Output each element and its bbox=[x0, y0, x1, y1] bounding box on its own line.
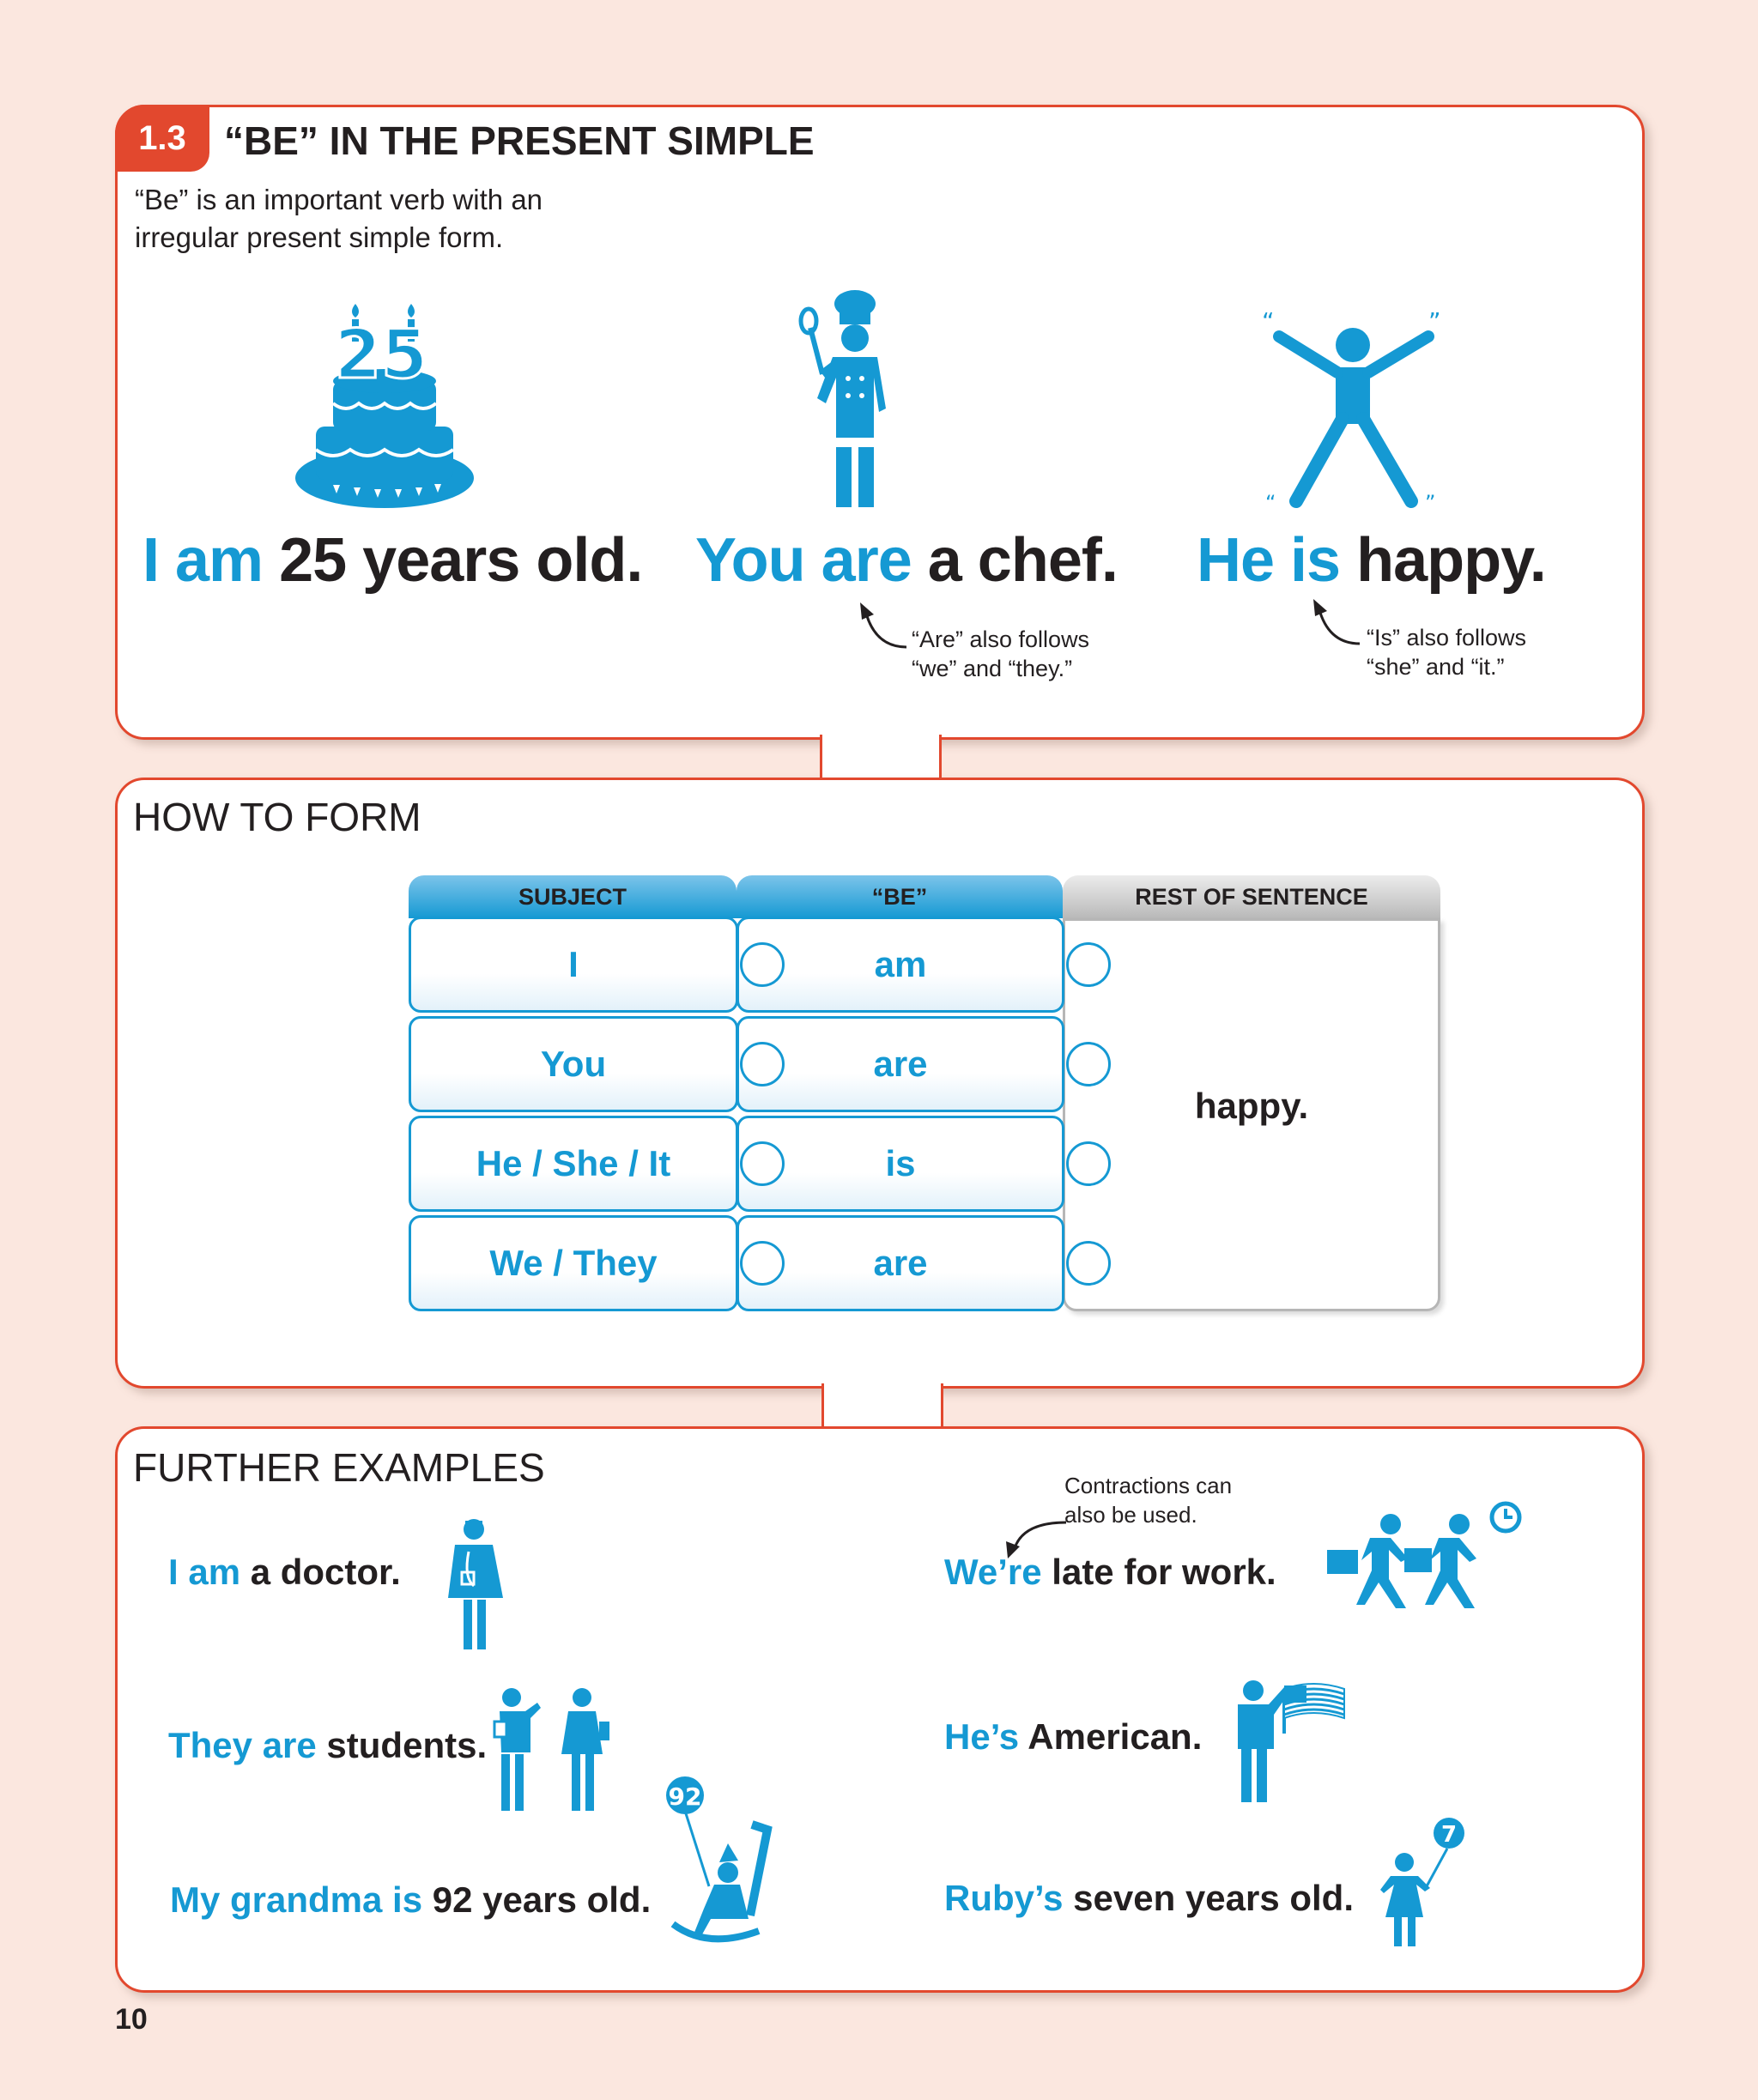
example-ruby-verb: Ruby’s bbox=[944, 1878, 1064, 1918]
arrow-are-note bbox=[855, 601, 910, 651]
arrow-is-note bbox=[1308, 597, 1363, 647]
example-students-rest: students. bbox=[316, 1725, 488, 1765]
example-late-rest: late for work. bbox=[1041, 1552, 1276, 1592]
grandma-rocking-chair-icon bbox=[666, 1773, 778, 1953]
example-ruby bbox=[944, 1878, 1354, 1919]
connector-1 bbox=[820, 735, 942, 778]
students-icon bbox=[493, 1687, 613, 1816]
be-cell: are bbox=[737, 1016, 1064, 1112]
cake-number: 25 bbox=[334, 317, 428, 394]
subject-cell: I bbox=[409, 917, 738, 1013]
example-doctor bbox=[168, 1552, 401, 1593]
ruby-balloon-icon bbox=[1370, 1814, 1464, 1952]
example-grandma-verb: My grandma is bbox=[170, 1879, 423, 1920]
intro-line-1: “Be” is an important verb with an bbox=[135, 184, 543, 215]
sentence-he-is bbox=[1197, 525, 1546, 596]
puzzle-knob bbox=[740, 942, 785, 987]
doctor-icon bbox=[440, 1517, 508, 1655]
connector-2 bbox=[821, 1383, 943, 1428]
subject-cell: We / They bbox=[409, 1215, 738, 1311]
chef-icon bbox=[788, 288, 900, 516]
balloon-7-label: 7 bbox=[1440, 1822, 1458, 1848]
header-rest-of-sentence: REST OF SENTENCE bbox=[1063, 875, 1440, 918]
puzzle-knob bbox=[1066, 942, 1111, 987]
sentence-i-am bbox=[142, 525, 642, 596]
sentence-he-is-rest: happy. bbox=[1340, 526, 1546, 595]
note-are-line-2: “we” and “they.” bbox=[912, 656, 1073, 681]
svg-text:“: “ bbox=[1265, 491, 1276, 515]
rest-of-sentence-cell: happy. bbox=[1063, 918, 1440, 1311]
be-cell: am bbox=[737, 917, 1064, 1013]
note-contractions-line-1: Contractions can bbox=[1064, 1473, 1233, 1498]
note-contractions bbox=[1064, 1471, 1232, 1529]
example-students bbox=[168, 1725, 487, 1766]
example-american bbox=[944, 1716, 1202, 1758]
be-cell: is bbox=[737, 1116, 1064, 1212]
further-examples-title: FURTHER EXAMPLES bbox=[133, 1445, 545, 1490]
puzzle-knob bbox=[740, 1241, 785, 1286]
example-late-for-work bbox=[944, 1552, 1276, 1593]
how-to-form-title: HOW TO FORM bbox=[133, 795, 421, 839]
note-are-line-1: “Are” also follows bbox=[912, 626, 1090, 652]
arrow-contractions-note bbox=[999, 1519, 1068, 1562]
header-subject: SUBJECT bbox=[409, 875, 737, 918]
sentence-i-am-verb: I am bbox=[142, 526, 264, 595]
example-american-verb: He’s bbox=[944, 1716, 1020, 1757]
us-flag-icon bbox=[1284, 1684, 1344, 1718]
example-students-verb: They are bbox=[168, 1725, 317, 1765]
sentence-you-are-verb: You are bbox=[695, 526, 912, 595]
subject-cell: You bbox=[409, 1016, 738, 1112]
subject-cell: He / She / It bbox=[409, 1116, 738, 1212]
puzzle-knob bbox=[740, 1141, 785, 1186]
puzzle-knob bbox=[1066, 1141, 1111, 1186]
svg-text:“: “ bbox=[1262, 307, 1275, 336]
note-is-line-1: “Is” also follows bbox=[1367, 625, 1527, 651]
puzzle-knob bbox=[1066, 1241, 1111, 1286]
note-are bbox=[912, 625, 1089, 683]
example-late-verb: We’re bbox=[944, 1552, 1042, 1592]
example-ruby-rest: seven years old. bbox=[1063, 1878, 1354, 1918]
section-title: “BE” IN THE PRESENT SIMPLE bbox=[224, 118, 815, 163]
american-flag-person-icon bbox=[1228, 1679, 1348, 1807]
note-contractions-line-2: also be used. bbox=[1064, 1502, 1197, 1528]
example-grandma-rest: 92 years old. bbox=[422, 1879, 652, 1920]
happy-person-icon bbox=[1253, 307, 1451, 517]
sentence-you-are-rest: a chef. bbox=[911, 526, 1118, 595]
svg-text:”: ” bbox=[1428, 307, 1441, 336]
sentence-he-is-verb: He is bbox=[1197, 526, 1341, 595]
section-number-badge: 1.3 bbox=[115, 105, 209, 172]
svg-text:”: ” bbox=[1425, 491, 1436, 515]
note-is-line-2: “she” and “it.” bbox=[1367, 654, 1505, 680]
example-american-rest: American. bbox=[1019, 1716, 1203, 1757]
balloon-92-label: 92 bbox=[668, 1782, 702, 1811]
birthday-cake-icon bbox=[292, 302, 481, 517]
puzzle-knob bbox=[1066, 1042, 1111, 1086]
header-be: “BE” bbox=[737, 875, 1063, 918]
running-late-icon bbox=[1325, 1498, 1523, 1627]
example-doctor-rest: a doctor. bbox=[240, 1552, 401, 1592]
example-grandma bbox=[170, 1879, 651, 1921]
be-cell: are bbox=[737, 1215, 1064, 1311]
sentence-you-are bbox=[695, 525, 1118, 596]
example-doctor-verb: I am bbox=[168, 1552, 241, 1592]
intro-text bbox=[135, 181, 543, 257]
note-is bbox=[1367, 623, 1526, 681]
intro-line-2: irregular present simple form. bbox=[135, 221, 504, 253]
sentence-i-am-rest: 25 years old. bbox=[263, 526, 643, 595]
page-number: 10 bbox=[115, 2003, 148, 2036]
puzzle-knob bbox=[740, 1042, 785, 1086]
